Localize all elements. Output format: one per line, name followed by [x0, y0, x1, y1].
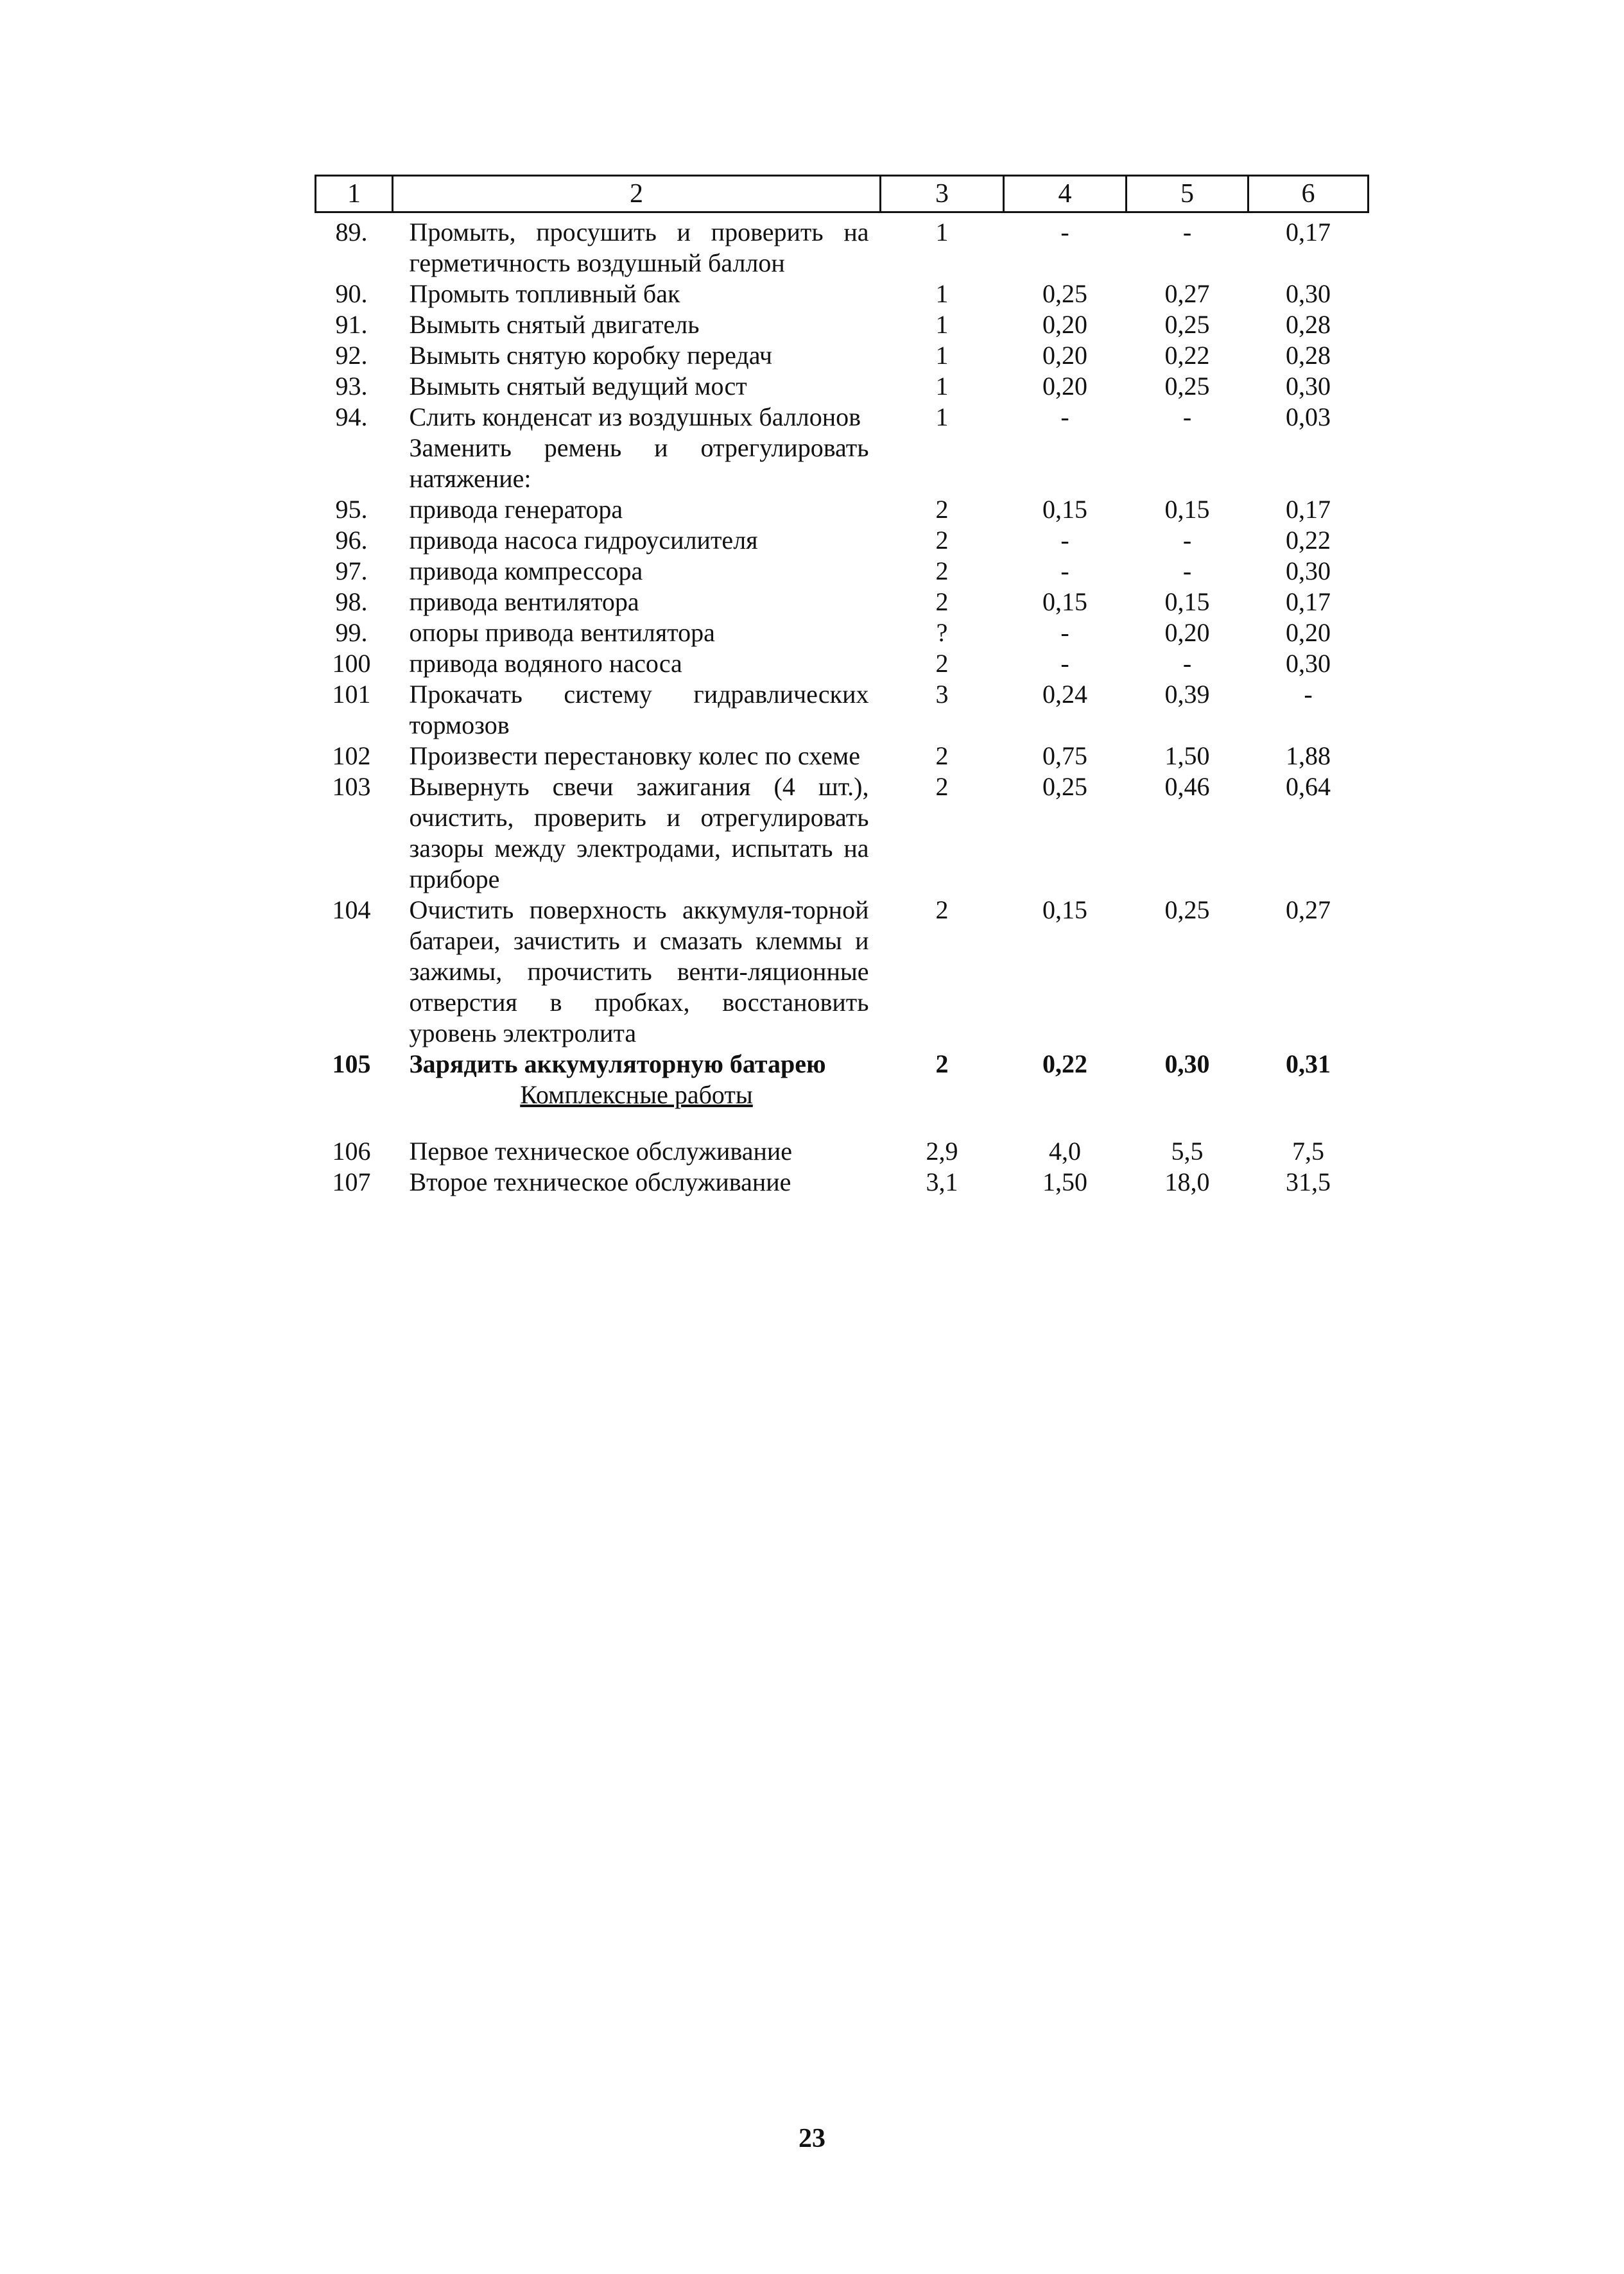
category-value: 2 — [935, 526, 949, 555]
row-number: 99. — [335, 618, 368, 647]
work-description: привода компрессора — [409, 556, 643, 585]
category-value: 2 — [935, 649, 949, 678]
value-col-4: - — [1060, 618, 1069, 647]
table-row — [316, 309, 1369, 340]
row-number: 96. — [335, 526, 368, 555]
table-row — [316, 525, 1369, 556]
work-description: Слить конденсат из воздушных баллонов — [409, 402, 861, 431]
work-description: Произвести перестановку колес по схеме — [409, 741, 860, 770]
table-row — [316, 1167, 1369, 1198]
value-col-5: 0,25 — [1164, 372, 1210, 401]
value-col-6: 0,17 — [1286, 587, 1331, 616]
category-value: 2 — [935, 772, 949, 801]
work-description: привода водяного насоса — [409, 649, 682, 678]
work-description: Вымыть снятую коробку передач — [409, 341, 772, 370]
value-col-5: 0,46 — [1164, 772, 1210, 801]
value-col-4: 0,15 — [1042, 895, 1087, 924]
value-col-5: - — [1182, 526, 1192, 555]
column-header-1: 1 — [316, 176, 393, 212]
row-number: 95. — [335, 495, 368, 524]
table-row — [316, 212, 1369, 279]
value-col-4: 0,15 — [1042, 495, 1087, 524]
work-description: Прокачать систему гидравлических тормозов — [409, 680, 869, 739]
document-page — [315, 175, 1367, 1198]
column-header-3: 3 — [881, 176, 1004, 212]
category-value — [881, 433, 1004, 494]
value-col-4: - — [1060, 526, 1069, 555]
value-col-5: 0,27 — [1164, 279, 1210, 308]
value-col-6: 7,5 — [1292, 1137, 1324, 1166]
work-description: Вымыть снятый ведущий мост — [409, 372, 747, 401]
value-col-5: 5,5 — [1171, 1137, 1204, 1166]
work-description: Заменить ремень и отрегулировать натяжение: — [409, 433, 869, 493]
value-col-4: - — [1060, 649, 1069, 678]
work-description: Второе техническое обслуживание — [409, 1167, 791, 1196]
value-col-4: 0,15 — [1042, 587, 1087, 616]
work-description: Вывернуть свечи зажигания (4 шт.), очистить, проверить и отрегулировать зазоры между электродами, испытать на приборе — [409, 772, 869, 893]
header-row — [316, 176, 1369, 212]
row-number: 93. — [335, 372, 368, 401]
work-description: привода вентилятора — [409, 587, 639, 616]
row-number: 89. — [335, 218, 368, 246]
value-col-6: 0,31 — [1286, 1049, 1331, 1078]
row-number: 91. — [335, 310, 368, 339]
value-col-6: 0,28 — [1286, 341, 1331, 370]
category-value: 1 — [935, 372, 949, 401]
value-col-5: 18,0 — [1164, 1167, 1210, 1196]
row-number: 90. — [335, 279, 368, 308]
value-col-5: 0,22 — [1164, 341, 1210, 370]
row-number: 98. — [335, 587, 368, 616]
value-col-6: 0,28 — [1286, 310, 1331, 339]
row-number: 97. — [335, 556, 368, 585]
value-col-4: 0,22 — [1042, 1049, 1087, 1078]
table-row — [316, 587, 1369, 617]
value-col-4 — [1004, 433, 1127, 494]
value-col-5: - — [1182, 218, 1192, 246]
row-number — [316, 433, 393, 494]
table-row — [316, 648, 1369, 679]
page-number: 23 — [799, 2124, 825, 2153]
work-description: Промыть, просушить и проверить на герметичность воздушный баллон — [409, 218, 869, 277]
empty-cell — [881, 1080, 1369, 1136]
category-value: 2 — [935, 895, 949, 924]
row-number: 92. — [335, 341, 368, 370]
table-row — [316, 741, 1369, 771]
value-col-5: 0,15 — [1164, 495, 1210, 524]
value-col-4: - — [1060, 402, 1069, 431]
value-col-4: 4,0 — [1049, 1137, 1081, 1166]
work-description: Вымыть снятый двигатель — [409, 310, 700, 339]
category-value: 2 — [935, 495, 949, 524]
value-col-5: 0,15 — [1164, 587, 1210, 616]
value-col-6: 0,30 — [1286, 279, 1331, 308]
value-col-4: 0,20 — [1042, 310, 1087, 339]
value-col-4: 0,20 — [1042, 341, 1087, 370]
row-number: 105 — [332, 1049, 371, 1078]
table-row — [316, 771, 1369, 895]
category-value: 3,1 — [926, 1167, 958, 1196]
category-value: 2 — [935, 741, 949, 770]
table-body — [316, 212, 1369, 1198]
table-row — [316, 556, 1369, 587]
labor-norms-table — [315, 175, 1369, 1198]
category-value: ? — [936, 618, 948, 647]
category-value: 1 — [935, 218, 949, 246]
column-header-5: 5 — [1127, 176, 1248, 212]
value-col-4: 0,25 — [1042, 772, 1087, 801]
value-col-4: - — [1060, 218, 1069, 246]
value-col-6: 0,30 — [1286, 372, 1331, 401]
work-description: привода насоса гидроусилителя — [409, 526, 758, 555]
value-col-6: 0,64 — [1286, 772, 1331, 801]
work-description: Промыть топливный бак — [409, 279, 680, 308]
table-row — [316, 279, 1369, 309]
table-row — [316, 617, 1369, 648]
row-number: 102 — [332, 741, 371, 770]
value-col-6: 0,17 — [1286, 495, 1331, 524]
section-title: Комплексные работы — [520, 1080, 753, 1109]
work-description: опоры привода вентилятора — [409, 618, 715, 647]
row-number: 103 — [332, 772, 371, 801]
row-number: 106 — [332, 1137, 371, 1166]
value-col-4: - — [1060, 556, 1069, 585]
row-number: 104 — [332, 895, 371, 924]
value-col-6: 0,30 — [1286, 556, 1331, 585]
value-col-6: 1,88 — [1286, 741, 1331, 770]
category-value: 1 — [935, 310, 949, 339]
empty-cell — [316, 1080, 393, 1136]
row-number: 94. — [335, 402, 368, 431]
table-row — [316, 1049, 1369, 1080]
value-col-4: 0,20 — [1042, 372, 1087, 401]
value-col-5: - — [1182, 649, 1192, 678]
value-col-6: 0,30 — [1286, 649, 1331, 678]
work-description: Первое техническое обслуживание — [409, 1137, 793, 1166]
value-col-6: 0,22 — [1286, 526, 1331, 555]
work-description: Зарядить аккумуляторную батарею — [409, 1049, 826, 1078]
value-col-5: - — [1182, 402, 1192, 431]
table-row — [316, 895, 1369, 1049]
category-value: 1 — [935, 341, 949, 370]
column-header-6: 6 — [1248, 176, 1369, 212]
value-col-5 — [1127, 433, 1248, 494]
table-row — [316, 1136, 1369, 1167]
value-col-5: 0,30 — [1164, 1049, 1210, 1078]
row-number: 107 — [332, 1167, 371, 1196]
value-col-6: 0,03 — [1286, 402, 1331, 431]
value-col-6: 0,17 — [1286, 218, 1331, 246]
category-value: 1 — [935, 402, 949, 431]
table-row — [316, 371, 1369, 402]
category-value: 2 — [935, 1049, 949, 1078]
value-col-6 — [1248, 433, 1369, 494]
value-col-5: 0,20 — [1164, 618, 1210, 647]
value-col-6: 0,27 — [1286, 895, 1331, 924]
value-col-5: 0,25 — [1164, 310, 1210, 339]
value-col-6: 31,5 — [1286, 1167, 1331, 1196]
category-value: 3 — [935, 680, 949, 709]
value-col-5: - — [1182, 556, 1192, 585]
table-row — [316, 679, 1369, 741]
value-col-4: 0,24 — [1042, 680, 1087, 709]
table-header — [316, 176, 1369, 212]
table-row — [316, 340, 1369, 371]
category-value: 1 — [935, 279, 949, 308]
column-header-2: 2 — [393, 176, 881, 212]
table-row — [316, 433, 1369, 494]
value-col-6: - — [1304, 680, 1313, 709]
value-col-4: 0,75 — [1042, 741, 1087, 770]
column-header-4: 4 — [1004, 176, 1127, 212]
value-col-5: 0,39 — [1164, 680, 1210, 709]
value-col-5: 0,25 — [1164, 895, 1210, 924]
row-number: 100 — [332, 649, 371, 678]
section-row — [316, 1080, 1369, 1136]
value-col-4: 1,50 — [1042, 1167, 1087, 1196]
value-col-4: 0,25 — [1042, 279, 1087, 308]
work-description: Очистить поверхность аккумуля-торной батареи, зачистить и смазать клеммы и зажимы, прочистить венти-ляционные отверстия в пробках, восстановить уровень электролита — [409, 895, 869, 1047]
table-row — [316, 494, 1369, 525]
row-number: 101 — [332, 680, 371, 709]
category-value: 2 — [935, 587, 949, 616]
category-value: 2 — [935, 556, 949, 585]
work-description: привода генератора — [409, 495, 623, 524]
category-value: 2,9 — [926, 1137, 958, 1166]
value-col-5: 1,50 — [1164, 741, 1210, 770]
table-row — [316, 402, 1369, 433]
value-col-6: 0,20 — [1286, 618, 1331, 647]
